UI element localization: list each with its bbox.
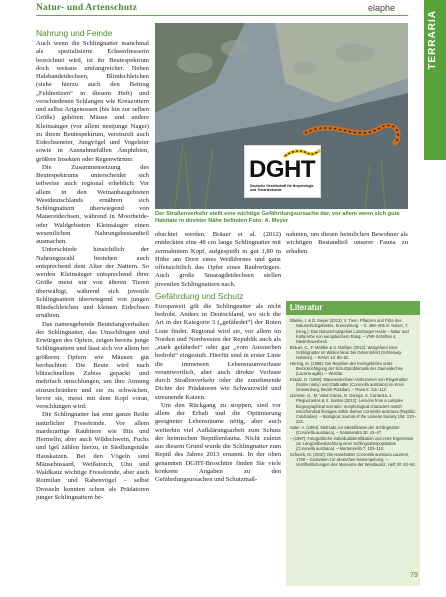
- column-2: [155, 231, 281, 484]
- paragraph: nahmen, um diesen heimlichen Bewohner als wichtigen Bestandteil unserer Fauna zu erhalten.: [286, 231, 408, 255]
- literature-list: [290, 318, 416, 468]
- reference: – (1997): Fotografische Individualidentifikation und erste Ergebnisse zur Langzeitbeobachtung einer Schlingnatterpopulation (Coronella austriaca). – Mertensiella 7: 103–110.: [290, 435, 414, 452]
- section-title: Natur- und Artenschutz: [36, 3, 138, 13]
- paragraph: Das namengebende Beutefangverhalten der Schlingnatter, das Umschlingen und Erwürgen des Opfers, zeigen bereits junge Schlingnattern und lässt sich vor allem bei größeren Opfern wie Mäusen gut beobachten: Die Beute wird nach blitzschnellem Zubiss gepackt und mehrfach umschlungen, um ihre Atmung einzuschränken und sie zu schwächen, bevor sie, meist mit dem Kopf voran, verschlungen wird.: [36, 320, 149, 410]
- reference: Saler, A. (1994): Methode zur Identifikation der Schlingnatter (Coronella austriaca). – Salamandra 30: 43–47.: [290, 424, 400, 436]
- reference: Hennig, M. (1988): Die Reptilien des Kreisgebietes unter Berücksichtigung der Schutzproblematik der Zauneidechse (Lacerta agilis). – Wetzlar.: [290, 360, 403, 377]
- heading-gefaehrdung: Gefährdung und Schutz: [155, 290, 244, 301]
- literature-box: [286, 301, 420, 586]
- photo-caption: Der Straßenverkehr stellt eine wichtige Gefährdungsursache dar, vor allem wenn sich gute Habitate in direkter Nähe befinden Foto: A. Meyer: [155, 211, 400, 224]
- reference: Schwick, M. (2010): Die Haselnatter Coronella austriaca Laurenti, 1768 – Gedanken zur deutschen Namengebung. – Veröffentlichungen des Museums der Westlausitz, Heft 30: 63–64.: [290, 451, 416, 468]
- literature-title-bar: [286, 301, 420, 315]
- reference: Bräuer, C., F. Mahlke & S. Rathjen (2012): Würgefund einer Schlingnatter im Wilden Moor bei Osterrönfeld (Schleswig-Holstein). – RANA 13: 80–82.: [290, 344, 403, 361]
- paragraph: Auch wenn die Schlingnatter manchmal als spezialisierte Echsenfresserin bezeichnet wird, ist ihr Beutespektrum doch weitaus umfangreicher. Neben Halsbandeidechsen, Blindschleichen (siehe hierzu auch den Beitrag „Feldnotizen“ in diesem Heft) und verschiedenen Schlangen wie Kreuzottern und selbst Artgenossen (bis hin zur selben Größe) gehören Mäuse und andere Kleinsäuger (vor allem nestjunge Nager) zu ihrem Beutespektrum, vereinzelt auch Eidechseneier, Jungvögel und Vogeleier sowie in Ausnahmefällen Amphibien, größere Insekten oder Regenwürmer.: [36, 40, 149, 163]
- side-tab-label: TERRARIA: [427, 10, 438, 70]
- side-tab: [424, 0, 446, 160]
- dght-logo: [244, 145, 321, 198]
- paragraph: obachtet werden. Bräuer et al. (2012) entdeckten eine 48 cm lange Schlingnatter mit zermalmtem Kopf, aufgespießt in gut 1,80 m Höhe am Dorn eines Weißdornes und ganz offensichtlich das Opfer eines Raubwürgers. Auch große Smaragdeidechsen stellen juvenilen Schlingnattern nach.: [155, 231, 281, 288]
- paragraph: Um den Rückgang zu stoppen, sind vor allem der Erhalt und die Optimierung geeigneter Lebensräume nötig, aber auch weiterhin viel Aufklärungsarbeit zum Schutz der heimischen Reptilienfauna. Nicht zuletzt aus diesem Grund wurde die Schlingnatter zum Reptil des Jahres 2013 ernannt. In der oben genannten DGHT-Broschüre finden Sie viele konkrete Angaben zu den Gefährdungsursachen und Schutzmaß-: [155, 401, 281, 483]
- header-rule: [36, 15, 408, 16]
- reference: Blanke, I. & D. Meyer (2013): V. Tiere. Pflanzen und Pilze des Naturschutzgebietes, Kreiszeitung. – S. 289–305 in: Kaiser, T. (Hrsg.): Das Naturschutzgebiet Lüneburger Heide – Natur und Kulturerbe von europäischem Rang. – VNP-Schriften 4, Niederhaverbeck.: [290, 318, 409, 344]
- magazine-brand: elaphe: [368, 3, 396, 13]
- column-3: [286, 231, 408, 256]
- page-header: [0, 0, 446, 20]
- reference: Kraatz, D. (1989): Mauereidechsen-Vorkommen von Ringelnatter (Natrix natrix) und Glattnatter (Coronella austriaca) im Kreis Oranienburg, Bezirk Potsdam. – Rana 5: 111–112.: [290, 376, 408, 393]
- dght-subtitle: Deutsche Gesellschaft für Herpetologie und Terrarienkunde: [250, 184, 314, 192]
- column-1: [36, 26, 149, 502]
- dght-letters: DGHT: [249, 156, 315, 183]
- literature-title: Literatur: [290, 303, 323, 312]
- paragraph: Die Zusammensetzung des Beutespektrums unterscheidet sich teilweise auch regional erheblich: Vor allem in den Weinanbaugebieten Westdeutschlands ernähren sich Schlingnattern überwiegend von Mauereidechsen, während in Moorheide- oder Waldgebieten Kleinsäuger einen wesentlichen Nahrungsbestandteil ausmachen.: [36, 163, 149, 245]
- reference: Llorente, G., M. Vidal Garcia, N. Garriga, S. Carranza, J. Pleguezuelos & X. Santos (2012): Lessons from a complex biogeographical scenario: morphological characters match mitochondrial lineages within Iberian Coronella austriaca (Reptilia: Colubridae). – Biological Journal of the Linnean Society 106: 210–223.: [290, 393, 416, 425]
- paragraph: Europaweit gilt die Schlingnatter als nicht bedroht. Anders in Deutschland, wo sich die Art in der Kategorie 3 („gefährdet“) der Roten Liste findet. Regional wird sie, vor allem im Norden und Nordwesten der Republik auch als „stark gefährdet“ oder gar „vom Aussterben bedroht“ eingestuft. Hierfür sind in erster Linie die immensen Lebensraumverluste verantwortlich, aber auch direkte Verluste durch Straßenverkehr oder die zunehmende Dichte der Prädatoren wie Schwarzwild und streunende Katzen.: [155, 302, 281, 401]
- heading-nahrung: Nahrung und Feinde: [36, 28, 113, 38]
- page-number: 79: [410, 572, 418, 579]
- paragraph: Unterschiede hinsichtlich der Nahrungswahl bestehen auch entsprechend dem Alter der Nattern. So werden Kleinsäuger entsprechend ihrer Größe meist nur von älteren Tieren überwältigt, während sich juvenile Schlingnattern überwiegend von jungen Blindschleichen und kleinen Eidechsen ernähren.: [36, 246, 149, 320]
- paragraph: Die Schlingnatter hat eine ganze Reihe natürlicher Fressfeinde. Vor allem marderartige Raubtiere wie Iltis und Hermelin, aber auch Wildschwein, Fuchs und Igel zählen hierzu, in Siedlungsnähe Hauskatzen. Bei den Vögeln sind Mäusebussard, Weißstorch, Uhu und Waldkauz wichtige Fressfeinde, aber auch Rotmilan und Rabenvögel – selbst Drosseln konnten schon als Prädatoren junger Schlingnattern be-: [36, 411, 149, 501]
